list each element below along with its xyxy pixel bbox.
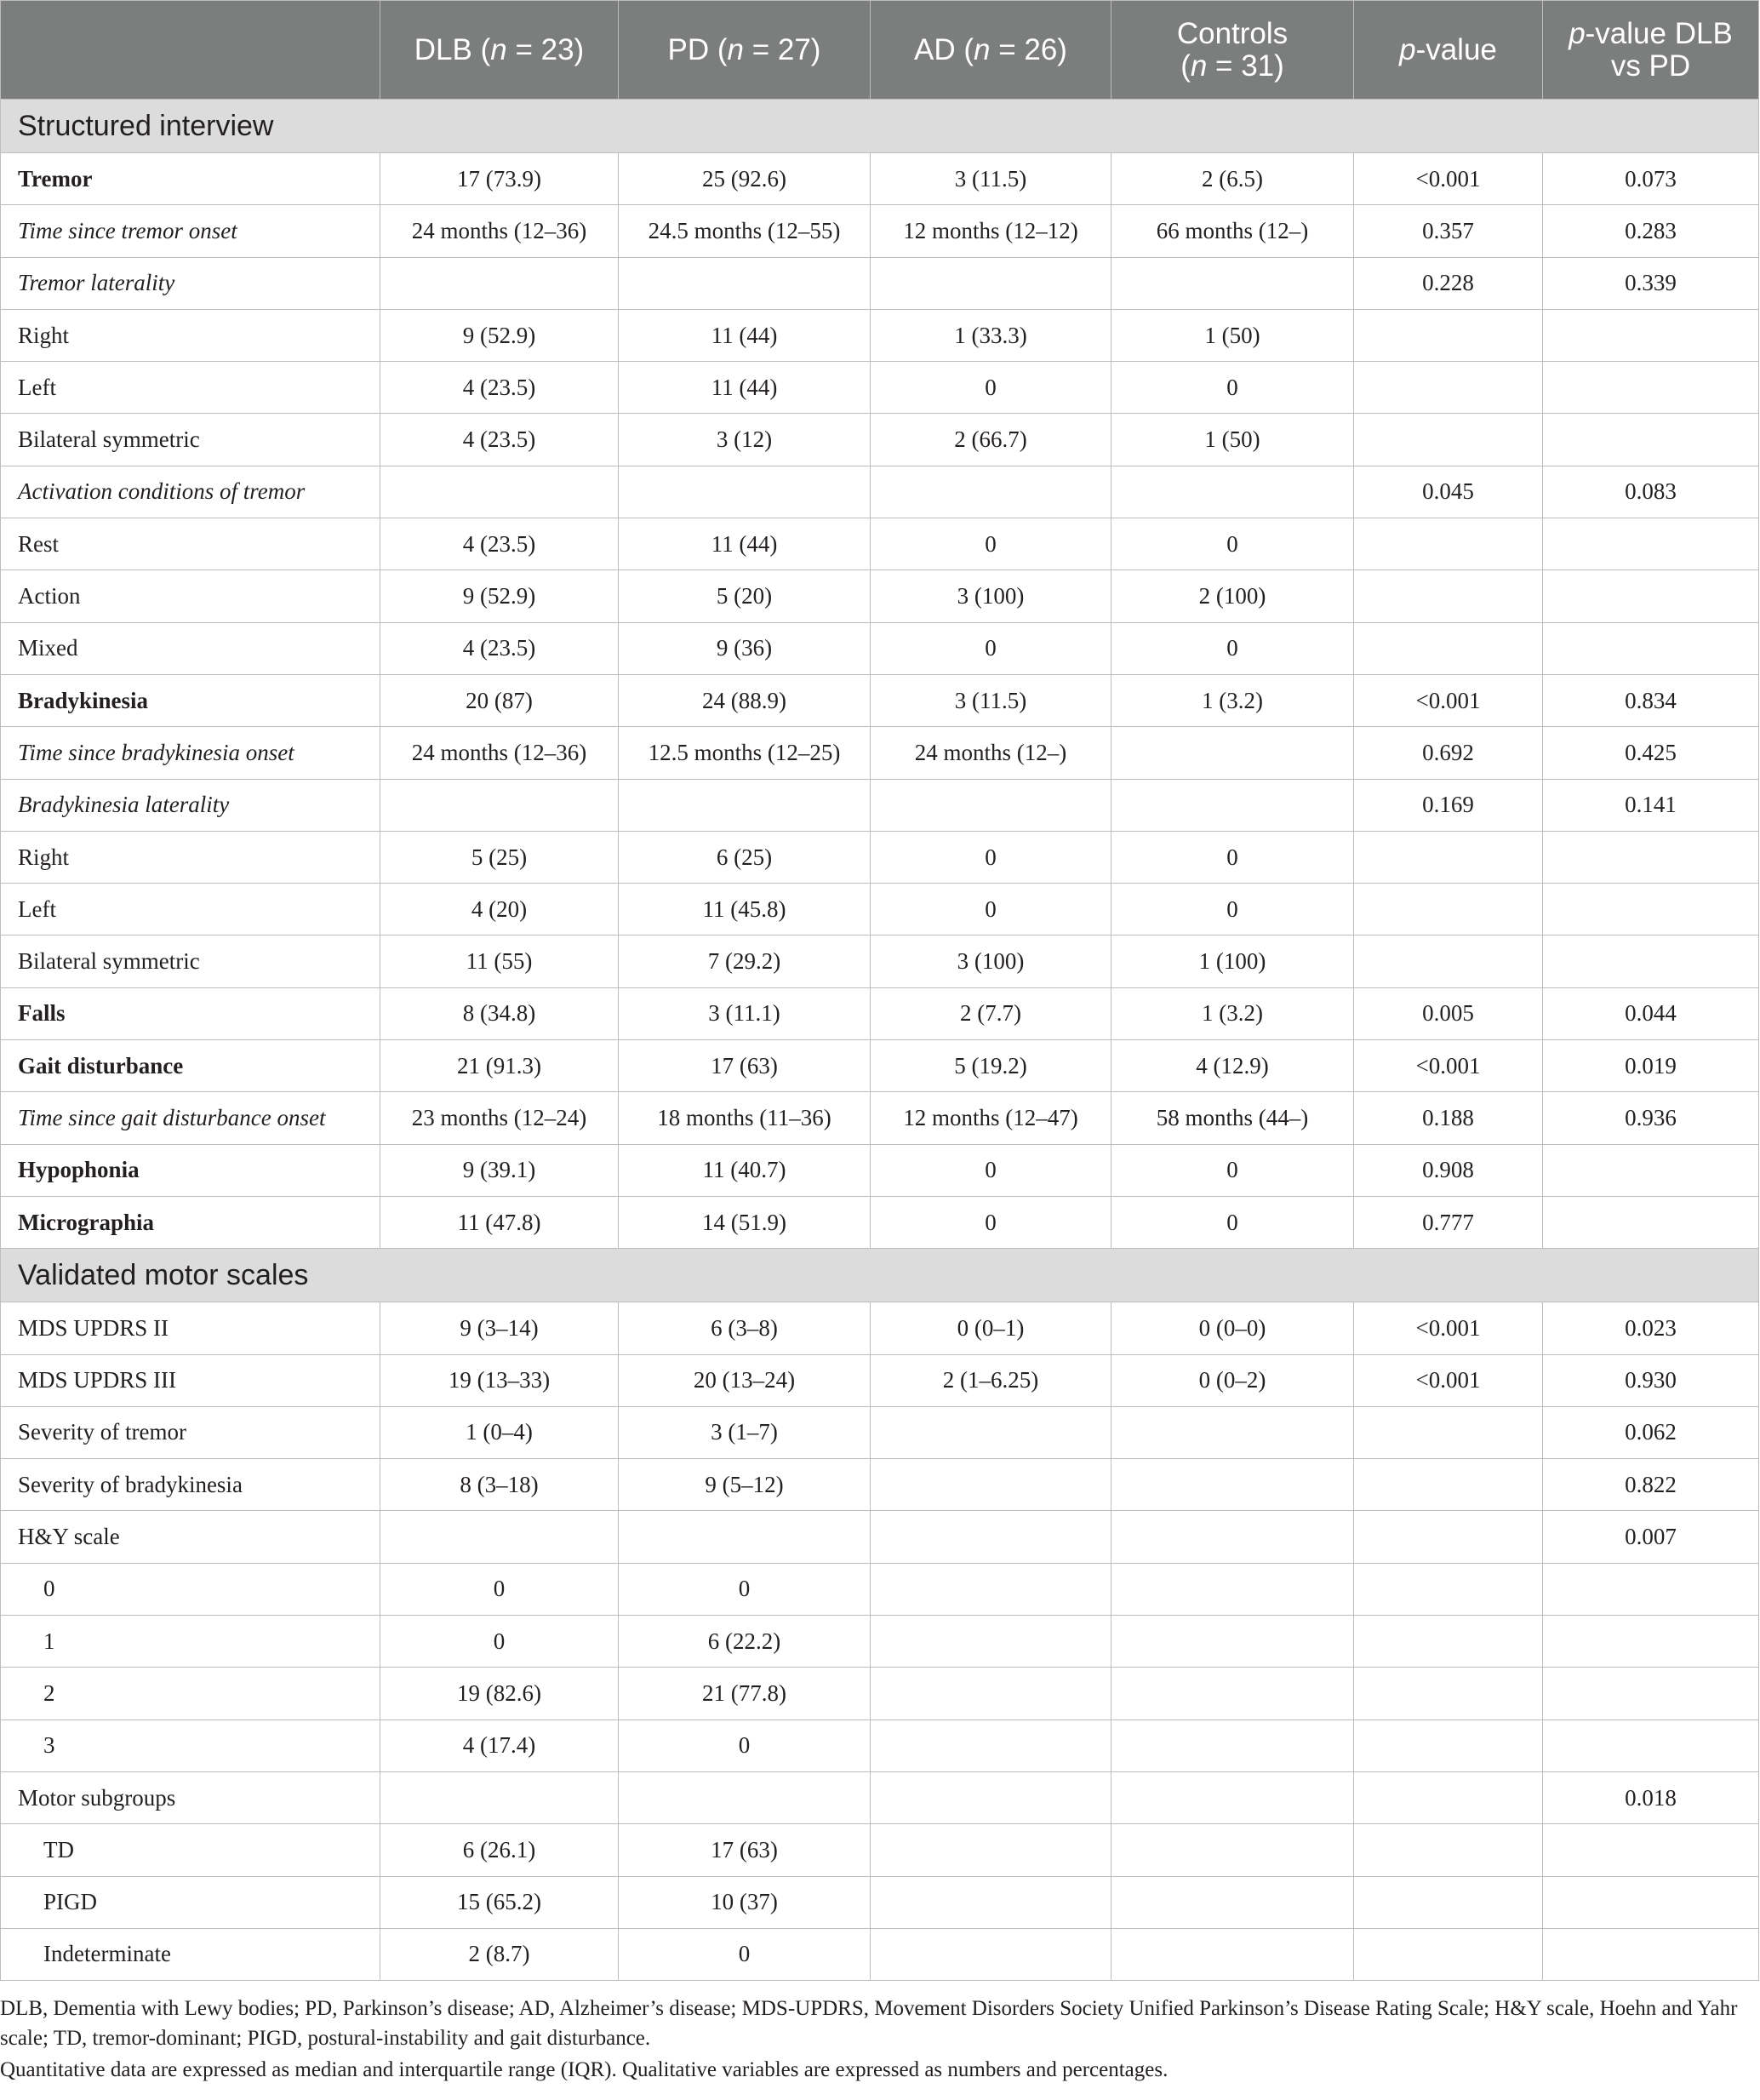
table-row <box>1 362 1759 414</box>
table-cell <box>871 1459 1111 1511</box>
table-row <box>1 1928 1759 1980</box>
table-cell <box>1543 831 1759 883</box>
table-cell <box>1354 936 1543 987</box>
table-cell <box>1543 1616 1759 1668</box>
row-label: Micrographia <box>1 1196 380 1248</box>
row-label: 1 <box>1 1616 380 1668</box>
table-cell: 0 (0–0) <box>1111 1302 1354 1354</box>
table-row <box>1 1040 1759 1092</box>
table-cell <box>1543 309 1759 361</box>
table-row <box>1 1563 1759 1615</box>
table-cell: 17 (63) <box>619 1040 871 1092</box>
table-cell: 1 (100) <box>1111 936 1354 987</box>
table-cell: 24 months (12–) <box>871 727 1111 779</box>
table-cell: 0.005 <box>1354 987 1543 1039</box>
table-cell <box>1354 570 1543 622</box>
table-cell: 0 <box>1111 1144 1354 1196</box>
table-cell: 18 months (11–36) <box>619 1092 871 1144</box>
table-cell: <0.001 <box>1354 153 1543 205</box>
table-cell <box>871 1719 1111 1771</box>
table-cell <box>1543 1668 1759 1719</box>
table-cell <box>1354 414 1543 466</box>
header-pd: PD (n = 27) <box>619 1 871 100</box>
table-row <box>1 1511 1759 1563</box>
table-row <box>1 622 1759 674</box>
table-cell: 0 <box>871 362 1111 414</box>
table-cell: 8 (34.8) <box>380 987 619 1039</box>
table-cell: 0.023 <box>1543 1302 1759 1354</box>
table-body <box>1 100 1759 1981</box>
table-cell: 5 (25) <box>380 831 619 883</box>
table-cell: 2 (7.7) <box>871 987 1111 1039</box>
table-cell: 15 (65.2) <box>380 1876 619 1928</box>
table-cell <box>1111 1824 1354 1876</box>
row-label: Right <box>1 309 380 361</box>
header-empty <box>1 1 380 100</box>
row-label: Right <box>1 831 380 883</box>
table-cell: 58 months (44–) <box>1111 1092 1354 1144</box>
table-cell: 1 (33.3) <box>871 309 1111 361</box>
table-cell: 0.007 <box>1543 1511 1759 1563</box>
table-row <box>1 936 1759 987</box>
table-cell <box>1543 1928 1759 1980</box>
header-controls: Controls (n = 31) <box>1111 1 1354 100</box>
table-cell: 9 (52.9) <box>380 570 619 622</box>
row-label: Tremor laterality <box>1 257 380 309</box>
table-row <box>1 1668 1759 1719</box>
row-label: H&Y scale <box>1 1511 380 1563</box>
table-cell: 4 (23.5) <box>380 622 619 674</box>
table-cell: 0 <box>871 884 1111 936</box>
table-cell <box>871 1928 1111 1980</box>
table-cell: 3 (12) <box>619 414 871 466</box>
table-cell: 4 (23.5) <box>380 518 619 570</box>
table-cell <box>1543 936 1759 987</box>
table-cell: 8 (3–18) <box>380 1459 619 1511</box>
table-cell <box>1543 570 1759 622</box>
row-label: Mixed <box>1 622 380 674</box>
table-cell: 0.188 <box>1354 1092 1543 1144</box>
header-dlb: DLB (n = 23) <box>380 1 619 100</box>
table-cell: 0.044 <box>1543 987 1759 1039</box>
header-row <box>1 1 1759 100</box>
table-cell <box>1111 1668 1354 1719</box>
table-cell <box>871 1563 1111 1615</box>
table-cell: 0 <box>1111 1196 1354 1248</box>
row-label: Tremor <box>1 153 380 205</box>
table-cell <box>1354 1824 1543 1876</box>
table-cell <box>1111 1563 1354 1615</box>
table-cell <box>1111 1771 1354 1823</box>
table-cell: 0.930 <box>1543 1354 1759 1406</box>
table-row <box>1 1459 1759 1511</box>
table-row <box>1 257 1759 309</box>
table-row <box>1 570 1759 622</box>
table-cell: 0 <box>871 1196 1111 1248</box>
table-cell <box>871 1824 1111 1876</box>
footnote-abbreviations: DLB, Dementia with Lewy bodies; PD, Parkinson’s disease; AD, Alzheimer’s disease; MDS-UPDRS, Movement Disorders Society Unified Parkinson’s Disease Rating Scale; H&Y scale, Hoehn and Yahr scale; TD, tremor-dominant; PIGD, postural-instability and gait disturbance. <box>0 1997 1738 2050</box>
section-row <box>1 1249 1759 1302</box>
table-cell: 0 <box>871 1144 1111 1196</box>
table-row <box>1 831 1759 883</box>
table-cell <box>1111 1511 1354 1563</box>
table-row <box>1 674 1759 726</box>
table-cell <box>380 466 619 518</box>
section-row <box>1 100 1759 153</box>
table-cell <box>1354 1459 1543 1511</box>
row-label: MDS UPDRS II <box>1 1302 380 1354</box>
row-label: Severity of tremor <box>1 1406 380 1458</box>
table-cell: 11 (45.8) <box>619 884 871 936</box>
table-row <box>1 1196 1759 1248</box>
table-cell: 0 <box>619 1719 871 1771</box>
table-cell <box>1354 1511 1543 1563</box>
table-cell <box>1354 1406 1543 1458</box>
table-cell <box>871 257 1111 309</box>
table-cell: 4 (20) <box>380 884 619 936</box>
table-cell <box>1354 1719 1543 1771</box>
table-cell: 1 (50) <box>1111 414 1354 466</box>
table-cell <box>1354 1876 1543 1928</box>
table-row <box>1 205 1759 257</box>
table-cell <box>380 1511 619 1563</box>
row-label: Activation conditions of tremor <box>1 466 380 518</box>
table-cell: 3 (11.5) <box>871 153 1111 205</box>
table-cell: 0.169 <box>1354 779 1543 831</box>
table-row <box>1 518 1759 570</box>
table-cell <box>871 1771 1111 1823</box>
table-cell: 4 (23.5) <box>380 414 619 466</box>
table-cell: 0.228 <box>1354 257 1543 309</box>
table-cell: 1 (0–4) <box>380 1406 619 1458</box>
table-cell: 0 (0–1) <box>871 1302 1111 1354</box>
row-label: Time since tremor onset <box>1 205 380 257</box>
table-cell: 9 (52.9) <box>380 309 619 361</box>
table-cell: 12.5 months (12–25) <box>619 727 871 779</box>
table-cell: 3 (11.1) <box>619 987 871 1039</box>
table-row <box>1 779 1759 831</box>
table-cell <box>1543 362 1759 414</box>
table-cell: 0 <box>380 1563 619 1615</box>
table-cell <box>1111 1719 1354 1771</box>
table-cell <box>1543 1563 1759 1615</box>
row-label: Bilateral symmetric <box>1 414 380 466</box>
table-cell: 10 (37) <box>619 1876 871 1928</box>
row-label: MDS UPDRS III <box>1 1354 380 1406</box>
table-cell <box>619 779 871 831</box>
table-cell: 4 (23.5) <box>380 362 619 414</box>
table-row <box>1 1616 1759 1668</box>
table-row <box>1 987 1759 1039</box>
table-cell: 0.692 <box>1354 727 1543 779</box>
row-label: Bradykinesia <box>1 674 380 726</box>
table-cell: 0.339 <box>1543 257 1759 309</box>
table-cell: 0 <box>380 1616 619 1668</box>
table-cell: 23 months (12–24) <box>380 1092 619 1144</box>
table-cell: 24 (88.9) <box>619 674 871 726</box>
table-cell: 6 (22.2) <box>619 1616 871 1668</box>
table-cell <box>871 1406 1111 1458</box>
table-cell: 5 (19.2) <box>871 1040 1111 1092</box>
table-cell: 14 (51.9) <box>619 1196 871 1248</box>
table-cell: 20 (13–24) <box>619 1354 871 1406</box>
table-cell <box>1111 779 1354 831</box>
table-cell: 9 (3–14) <box>380 1302 619 1354</box>
row-label: Time since gait disturbance onset <box>1 1092 380 1144</box>
row-label: PIGD <box>1 1876 380 1928</box>
row-label: Left <box>1 884 380 936</box>
table-cell <box>1543 884 1759 936</box>
row-label: Bilateral symmetric <box>1 936 380 987</box>
table-row <box>1 1719 1759 1771</box>
table-cell <box>1543 518 1759 570</box>
table-cell <box>871 1668 1111 1719</box>
table-cell <box>1543 1196 1759 1248</box>
row-label: Rest <box>1 518 380 570</box>
table-cell <box>380 779 619 831</box>
table-cell <box>1543 1824 1759 1876</box>
table-cell <box>1354 1668 1543 1719</box>
table-cell <box>1354 622 1543 674</box>
table-cell <box>1111 1928 1354 1980</box>
table-row <box>1 466 1759 518</box>
table-cell: 0 <box>1111 362 1354 414</box>
table-cell: 1 (3.2) <box>1111 674 1354 726</box>
table-cell <box>871 466 1111 518</box>
table-cell: 19 (13–33) <box>380 1354 619 1406</box>
row-label: Falls <box>1 987 380 1039</box>
section-title: Structured interview <box>1 100 1759 153</box>
table-cell: 0 <box>619 1563 871 1615</box>
table-cell: 12 months (12–47) <box>871 1092 1111 1144</box>
table-cell: 0.425 <box>1543 727 1759 779</box>
table-cell <box>1354 309 1543 361</box>
table-cell <box>1354 1928 1543 1980</box>
table-cell: 21 (91.3) <box>380 1040 619 1092</box>
table-cell: 2 (6.5) <box>1111 153 1354 205</box>
footnotes <box>0 1994 1760 2085</box>
table-cell <box>871 1511 1111 1563</box>
table-cell: <0.001 <box>1354 1354 1543 1406</box>
table-row <box>1 1354 1759 1406</box>
table-row <box>1 1876 1759 1928</box>
table-cell: <0.001 <box>1354 674 1543 726</box>
table-cell <box>1111 1616 1354 1668</box>
table-cell <box>1543 1144 1759 1196</box>
row-label: Severity of bradykinesia <box>1 1459 380 1511</box>
table-cell: 17 (63) <box>619 1824 871 1876</box>
table-cell <box>1354 1771 1543 1823</box>
table-cell: 0 <box>1111 831 1354 883</box>
table-row <box>1 1144 1759 1196</box>
table-cell <box>1354 1616 1543 1668</box>
table-cell <box>1111 1406 1354 1458</box>
table-cell: 0 <box>1111 884 1354 936</box>
table-cell <box>1543 414 1759 466</box>
table-cell <box>619 1511 871 1563</box>
table-cell: 6 (3–8) <box>619 1302 871 1354</box>
header-p-value-dlb-vs-pd: p-value DLB vs PD <box>1543 1 1759 100</box>
table-cell: 7 (29.2) <box>619 936 871 987</box>
table-row <box>1 727 1759 779</box>
table-cell: 0.822 <box>1543 1459 1759 1511</box>
table-cell: 2 (66.7) <box>871 414 1111 466</box>
table-cell: 3 (1–7) <box>619 1406 871 1458</box>
table-cell: 3 (100) <box>871 570 1111 622</box>
table-cell: 1 (3.2) <box>1111 987 1354 1039</box>
table-cell: 0.045 <box>1354 466 1543 518</box>
table-cell: 20 (87) <box>380 674 619 726</box>
table-cell: <0.001 <box>1354 1040 1543 1092</box>
table-cell: 21 (77.8) <box>619 1668 871 1719</box>
table-cell: 11 (47.8) <box>380 1196 619 1248</box>
table-cell <box>871 1876 1111 1928</box>
table-cell: 0.777 <box>1354 1196 1543 1248</box>
table-cell: 2 (1–6.25) <box>871 1354 1111 1406</box>
table-row <box>1 1771 1759 1823</box>
table-cell: 0 <box>871 622 1111 674</box>
table-cell: 17 (73.9) <box>380 153 619 205</box>
table-cell: 0.018 <box>1543 1771 1759 1823</box>
table-cell: 24 months (12–36) <box>380 727 619 779</box>
row-label: Hypophonia <box>1 1144 380 1196</box>
table-cell: 0.357 <box>1354 205 1543 257</box>
table-cell: 11 (40.7) <box>619 1144 871 1196</box>
table-row <box>1 414 1759 466</box>
table-cell: 25 (92.6) <box>619 153 871 205</box>
table-cell: 0.062 <box>1543 1406 1759 1458</box>
header-p-value: p-value <box>1354 1 1543 100</box>
table-cell: 66 months (12–) <box>1111 205 1354 257</box>
row-label: 2 <box>1 1668 380 1719</box>
table-cell <box>871 1616 1111 1668</box>
row-label: 3 <box>1 1719 380 1771</box>
table-cell <box>1354 1563 1543 1615</box>
table-cell <box>1354 831 1543 883</box>
table-cell <box>1354 884 1543 936</box>
table-cell <box>619 257 871 309</box>
table-row <box>1 884 1759 936</box>
table-cell: 0.908 <box>1354 1144 1543 1196</box>
row-label: Indeterminate <box>1 1928 380 1980</box>
table-row <box>1 309 1759 361</box>
row-label: TD <box>1 1824 380 1876</box>
table-cell <box>1543 622 1759 674</box>
table-cell: 24.5 months (12–55) <box>619 205 871 257</box>
row-label: 0 <box>1 1563 380 1615</box>
table-cell: 9 (36) <box>619 622 871 674</box>
table-cell: 0.283 <box>1543 205 1759 257</box>
table-cell: 11 (44) <box>619 518 871 570</box>
table-cell: <0.001 <box>1354 1302 1543 1354</box>
table-row <box>1 1824 1759 1876</box>
table-cell: 11 (44) <box>619 362 871 414</box>
table-cell <box>1543 1719 1759 1771</box>
row-label: Gait disturbance <box>1 1040 380 1092</box>
table-cell <box>619 466 871 518</box>
table-cell: 0 <box>871 518 1111 570</box>
table-cell: 2 (8.7) <box>380 1928 619 1980</box>
table-cell <box>380 257 619 309</box>
table-cell: 4 (12.9) <box>1111 1040 1354 1092</box>
table-cell <box>1111 1876 1354 1928</box>
table-cell <box>871 779 1111 831</box>
table-cell: 9 (39.1) <box>380 1144 619 1196</box>
row-label: Motor subgroups <box>1 1771 380 1823</box>
table-row <box>1 1302 1759 1354</box>
table-cell: 6 (26.1) <box>380 1824 619 1876</box>
table-cell: 0.834 <box>1543 674 1759 726</box>
table-cell: 4 (17.4) <box>380 1719 619 1771</box>
row-label: Time since bradykinesia onset <box>1 727 380 779</box>
table-cell: 19 (82.6) <box>380 1668 619 1719</box>
table-cell: 0 <box>871 831 1111 883</box>
header-ad: AD (n = 26) <box>871 1 1111 100</box>
table-cell: 24 months (12–36) <box>380 205 619 257</box>
table-cell <box>1111 466 1354 518</box>
table-cell <box>1543 1876 1759 1928</box>
table-cell: 0.073 <box>1543 153 1759 205</box>
row-label: Bradykinesia laterality <box>1 779 380 831</box>
table-cell <box>1111 727 1354 779</box>
table-cell: 0 <box>619 1928 871 1980</box>
table-row <box>1 1406 1759 1458</box>
table-cell: 9 (5–12) <box>619 1459 871 1511</box>
table-cell: 0.141 <box>1543 779 1759 831</box>
table-cell: 0 (0–2) <box>1111 1354 1354 1406</box>
table-cell: 1 (50) <box>1111 309 1354 361</box>
table-row <box>1 1092 1759 1144</box>
table-cell <box>380 1771 619 1823</box>
table-cell <box>1354 362 1543 414</box>
table-cell: 0.083 <box>1543 466 1759 518</box>
table-cell: 5 (20) <box>619 570 871 622</box>
table-row <box>1 153 1759 205</box>
table-cell <box>619 1771 871 1823</box>
footnote-data-description: Quantitative data are expressed as median and interquartile range (IQR). Qualitative variables are expressed as numbers and percentages. <box>0 2058 1169 2081</box>
table-cell: 11 (55) <box>380 936 619 987</box>
table-cell <box>1354 518 1543 570</box>
table-cell: 3 (11.5) <box>871 674 1111 726</box>
row-label: Action <box>1 570 380 622</box>
row-label: Left <box>1 362 380 414</box>
table-cell: 0.019 <box>1543 1040 1759 1092</box>
table-cell: 0 <box>1111 518 1354 570</box>
table-cell: 12 months (12–12) <box>871 205 1111 257</box>
table-cell: 11 (44) <box>619 309 871 361</box>
table-cell: 0 <box>1111 622 1354 674</box>
table-cell: 2 (100) <box>1111 570 1354 622</box>
table-cell <box>1111 1459 1354 1511</box>
table-cell: 6 (25) <box>619 831 871 883</box>
table-cell <box>1111 257 1354 309</box>
table-cell: 3 (100) <box>871 936 1111 987</box>
table-cell: 0.936 <box>1543 1092 1759 1144</box>
section-title: Validated motor scales <box>1 1249 1759 1302</box>
